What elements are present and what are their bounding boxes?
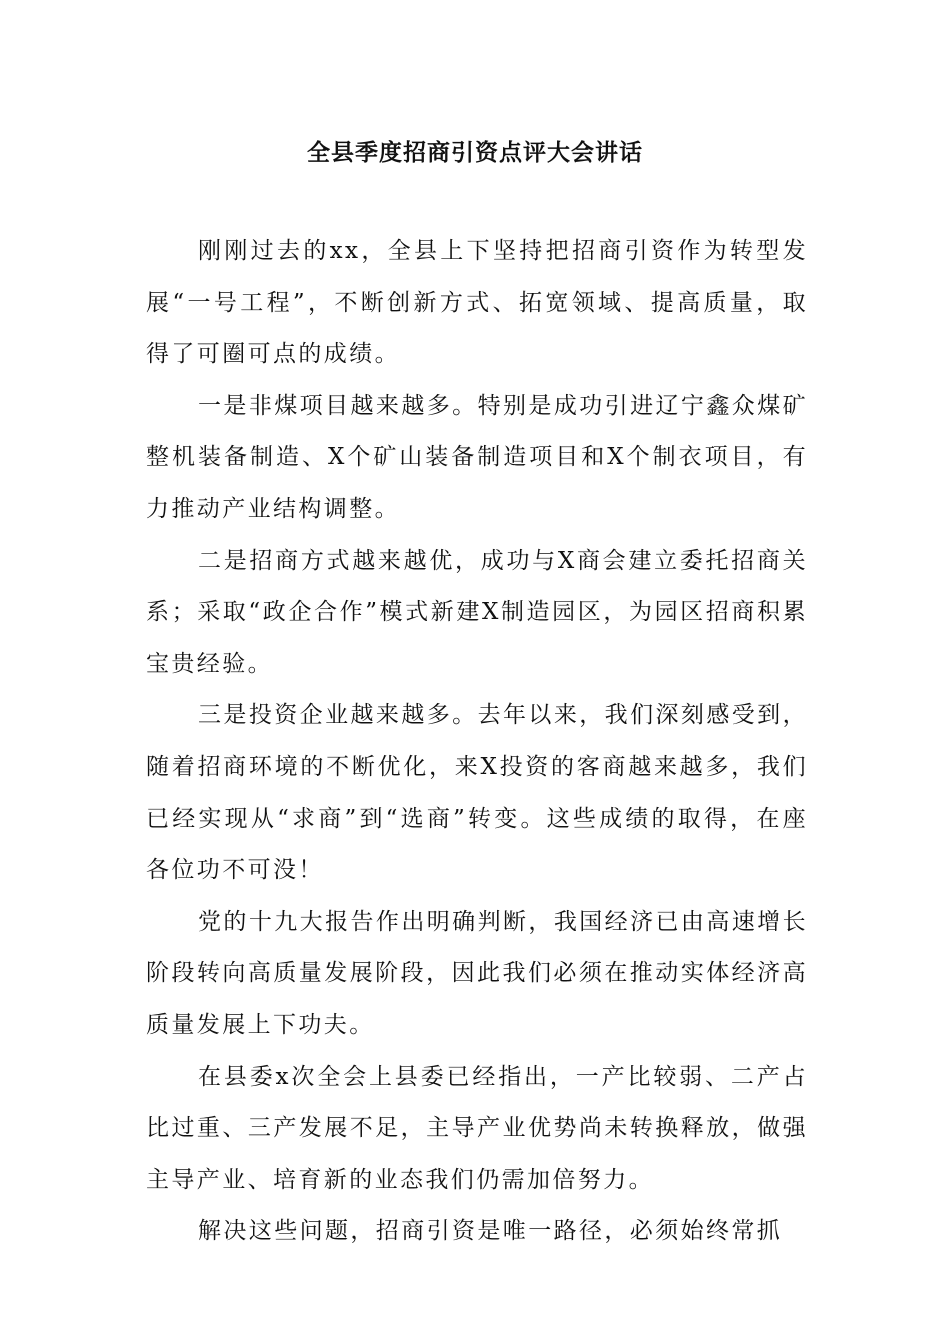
paragraph-opening: 刚刚过去的xx，全县上下坚持把招商引资作为转型发展“一号工程”，不断创新方式、拓宽领域、提高质量，取得了可圈可点的成绩。 <box>146 238 808 368</box>
paragraph-point-one: 一是非煤项目越来越多。特别是成功引进辽宁鑫众煤矿整机装备制造、X个矿山装备制造项目和X个制衣项目，有力推动产业结构调整。 <box>146 392 808 522</box>
paragraph-nineteenth-congress: 党的十九大报告作出明确判断，我国经济已由高速增长阶段转向高质量发展阶段，因此我们必须在推动实体经济高质量发展上下功夫。 <box>146 908 808 1038</box>
document-body <box>146 226 808 1258</box>
document-title: 全县季度招商引资点评大会讲话 <box>307 139 643 166</box>
paragraph-point-two: 二是招商方式越来越优，成功与X商会建立委托招商关系；采取“政企合作”模式新建X制造园区，为园区招商积累宝贵经验。 <box>146 547 808 677</box>
paragraph-solution: 解决这些问题，招商引资是唯一路径，必须始终常抓 <box>198 1218 783 1245</box>
paragraph-point-three: 三是投资企业越来越多。去年以来，我们深刻感受到，随着招商环境的不断优化，来X投资的客商越来越多，我们已经实现从“求商”到“选商”转变。这些成绩的取得，在座各位功不可没！ <box>146 702 808 884</box>
paragraph-county-committee: 在县委x次全会上县委已经指出，一产比较弱、二产占比过重、三产发展不足，主导产业优势尚未转换释放，做强主导产业、培育新的业态我们仍需加倍努力。 <box>146 1063 808 1193</box>
